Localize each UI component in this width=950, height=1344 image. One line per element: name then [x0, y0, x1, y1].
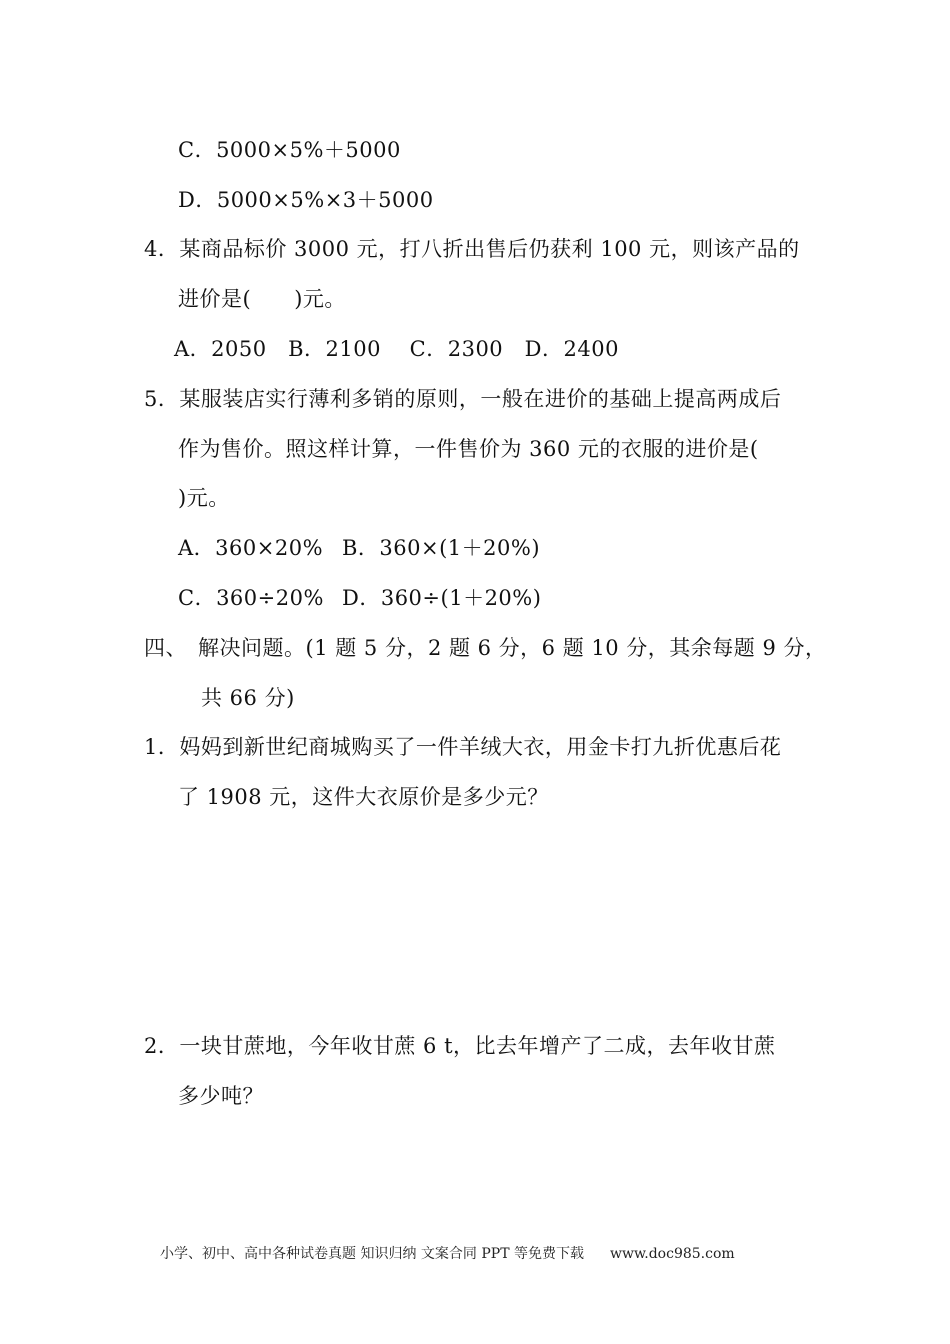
section-4-heading-line-1: 四、 解决问题。(1 题 5 分，2 题 6 分，6 题 10 分，其余每题 9 分，: [144, 636, 827, 660]
problem-1-text-line-1: 1．妈妈到新世纪商城购买了一件羊绒大衣，用金卡打九折优惠后花: [144, 735, 782, 759]
option-c: C．5000×5%＋5000: [178, 138, 401, 162]
problem-1-text-line-2: 了 1908 元，这件大衣原价是多少元？: [178, 785, 549, 809]
problem-2-text-line-2: 多少吨？: [178, 1084, 264, 1108]
question-4-text-line-2: 进价是( )元。: [178, 287, 346, 311]
question-4-options: A．2050 B．2100 C．2300 D．2400: [174, 337, 619, 361]
option-b: B．360×(1＋20%): [342, 536, 541, 560]
footer-site: www.doc985.com: [609, 1246, 735, 1262]
question-5-text-line-2: 作为售价。照这样计算，一件售价为 360 元的衣服的进价是(: [178, 437, 759, 461]
question-5-text-line-3: )元。: [178, 486, 230, 510]
question-5-text-line-1: 5．某服装店实行薄利多销的原则，一般在进价的基础上提高两成后: [144, 387, 782, 411]
option-a: A．360×20%: [178, 536, 324, 560]
question-4-text-line-1: 4．某商品标价 3000 元，打八折出售后仍获利 100 元，则该产品的: [144, 237, 800, 261]
section-4-heading-line-2: 共 66 分): [201, 686, 295, 710]
option-d: D．5000×5%×3＋5000: [178, 188, 434, 212]
footer-text: 小学、初中、高中各种试卷真题 知识归纳 文案合同 PPT 等免费下载: [160, 1246, 584, 1262]
problem-1-answer-space: [144, 830, 804, 1020]
option-d: D．360÷(1＋20%): [342, 586, 542, 610]
option-c: C．360÷20%: [178, 586, 324, 610]
page-footer: [160, 1244, 735, 1264]
problem-2-text-line-1: 2．一块甘蔗地，今年收甘蔗 6 t，比去年增产了二成，去年收甘蔗: [144, 1034, 776, 1058]
